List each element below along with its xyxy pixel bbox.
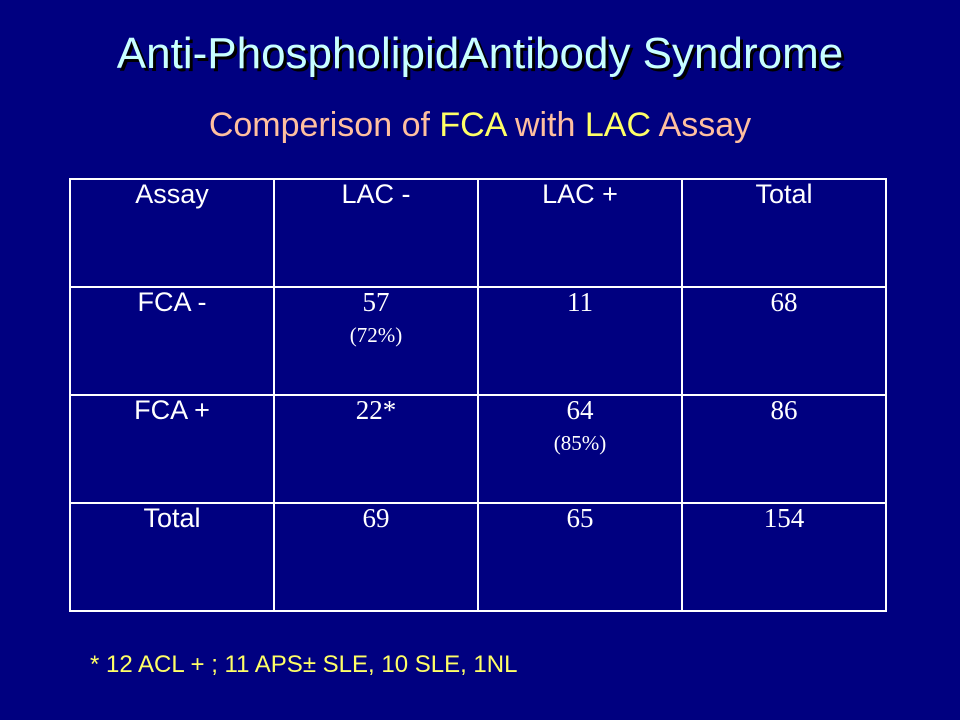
subtitle-part: with — [505, 106, 585, 144]
table-cell: 68 — [682, 287, 886, 395]
cell-percent: (85%) — [553, 431, 607, 455]
table-cell — [274, 287, 478, 395]
row-label: FCA - — [70, 287, 274, 395]
header-cell-lac-pos: LAC + — [478, 179, 682, 287]
table-row-total — [70, 503, 886, 611]
subtitle-part-lac: LAC — [584, 106, 651, 144]
table-cell-highlight: 22* — [274, 395, 478, 503]
row-label: Total — [70, 503, 274, 611]
comparison-table — [69, 178, 887, 612]
subtitle-part: Comperison of — [208, 106, 440, 144]
header-cell-assay: Assay — [70, 179, 274, 287]
subtitle-part: Assay — [651, 106, 752, 144]
subtitle-part-fca: FCA — [439, 106, 506, 144]
slide-title: Anti-PhospholipidAntibody Syndrome — [116, 29, 844, 78]
table-header-row — [70, 179, 886, 287]
footnote: * 12 ACL + ; 11 APS± SLE, 10 SLE, 1NL — [90, 651, 518, 678]
cell-value: 64 — [566, 395, 594, 425]
cell-percent: (72%) — [349, 323, 403, 347]
table-row-fca-neg — [70, 287, 886, 395]
table-cell: 65 — [478, 503, 682, 611]
slide-subtitle — [0, 98, 960, 152]
table-cell: 86 — [682, 395, 886, 503]
cell-value: 57 — [362, 287, 390, 317]
header-cell-total: Total — [682, 179, 886, 287]
row-label: FCA + — [70, 395, 274, 503]
table-cell — [478, 395, 682, 503]
table-cell: 154 — [682, 503, 886, 611]
table-cell: 69 — [274, 503, 478, 611]
header-cell-lac-neg: LAC - — [274, 179, 478, 287]
table-row-fca-pos — [70, 395, 886, 503]
table-cell: 11 — [478, 287, 682, 395]
